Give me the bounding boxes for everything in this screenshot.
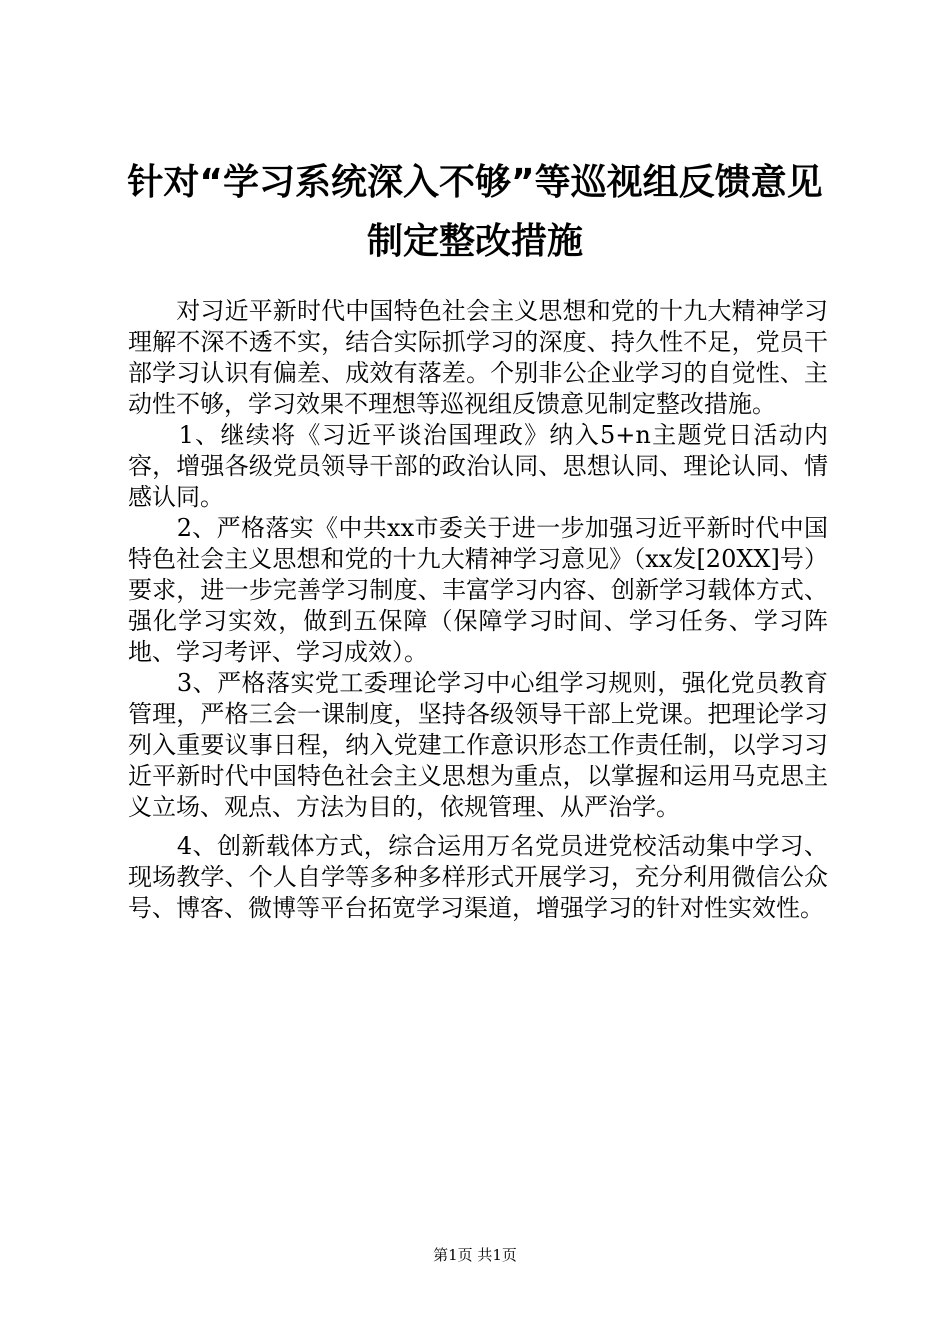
document-title-line-1: 针对“学习系统深入不够”等巡视组反馈意见 xyxy=(127,162,823,203)
paragraph-measure-1: 1、继续将《习近平谈治国理政》纳入5+n主题党日活动内容，增强各级党员领导干部的政治认同、思想认同、理论认同、情感认同。 xyxy=(128,421,828,511)
paragraph-measure-3: 3、严格落实党工委理论学习中心组学习规则，强化党员教育管理，严格三会一课制度，坚持各级领导干部上党课。把理论学习列入重要议事日程，纳入党建工作意识形态工作责任制，以学习习近平新时代中国特色社会主义思想为重点，以掌握和运用马克思主义立场、观点、方法为目的，依规管理、从严治学。 xyxy=(128,669,828,821)
document-title-line-2: 制定整改措施 xyxy=(366,221,583,262)
document-body xyxy=(128,296,828,924)
paragraph-measure-2: 2、严格落实《中共xx市委关于进一步加强习近平新时代中国特色社会主义思想和党的十九大精神学习意见》（xx发[20XX]号）要求，进一步完善学习制度、丰富学习内容、创新学习载体方式、强化学习实效，做到五保障（保障学习时间、学习任务、学习阵地、学习考评、学习成效）。 xyxy=(128,514,828,666)
paragraph-measure-4: 4、创新载体方式，综合运用万名党员进党校活动集中学习、现场教学、个人自学等多种多样形式开展学习，充分利用微信公众号、博客、微博等平台拓宽学习渠道，增强学习的针对性实效性。 xyxy=(128,832,828,922)
page-footer: 第1页 共1页 xyxy=(433,1246,517,1264)
paragraph-intro: 对习近平新时代中国特色社会主义思想和党的十九大精神学习理解不深不透不实，结合实际抓学习的深度、持久性不足，党员干部学习认识有偏差、成效有落差。个别非公企业学习的自觉性、主动性不够，学习效果不理想等巡视组反馈意见制定整改措施。 xyxy=(128,297,828,418)
